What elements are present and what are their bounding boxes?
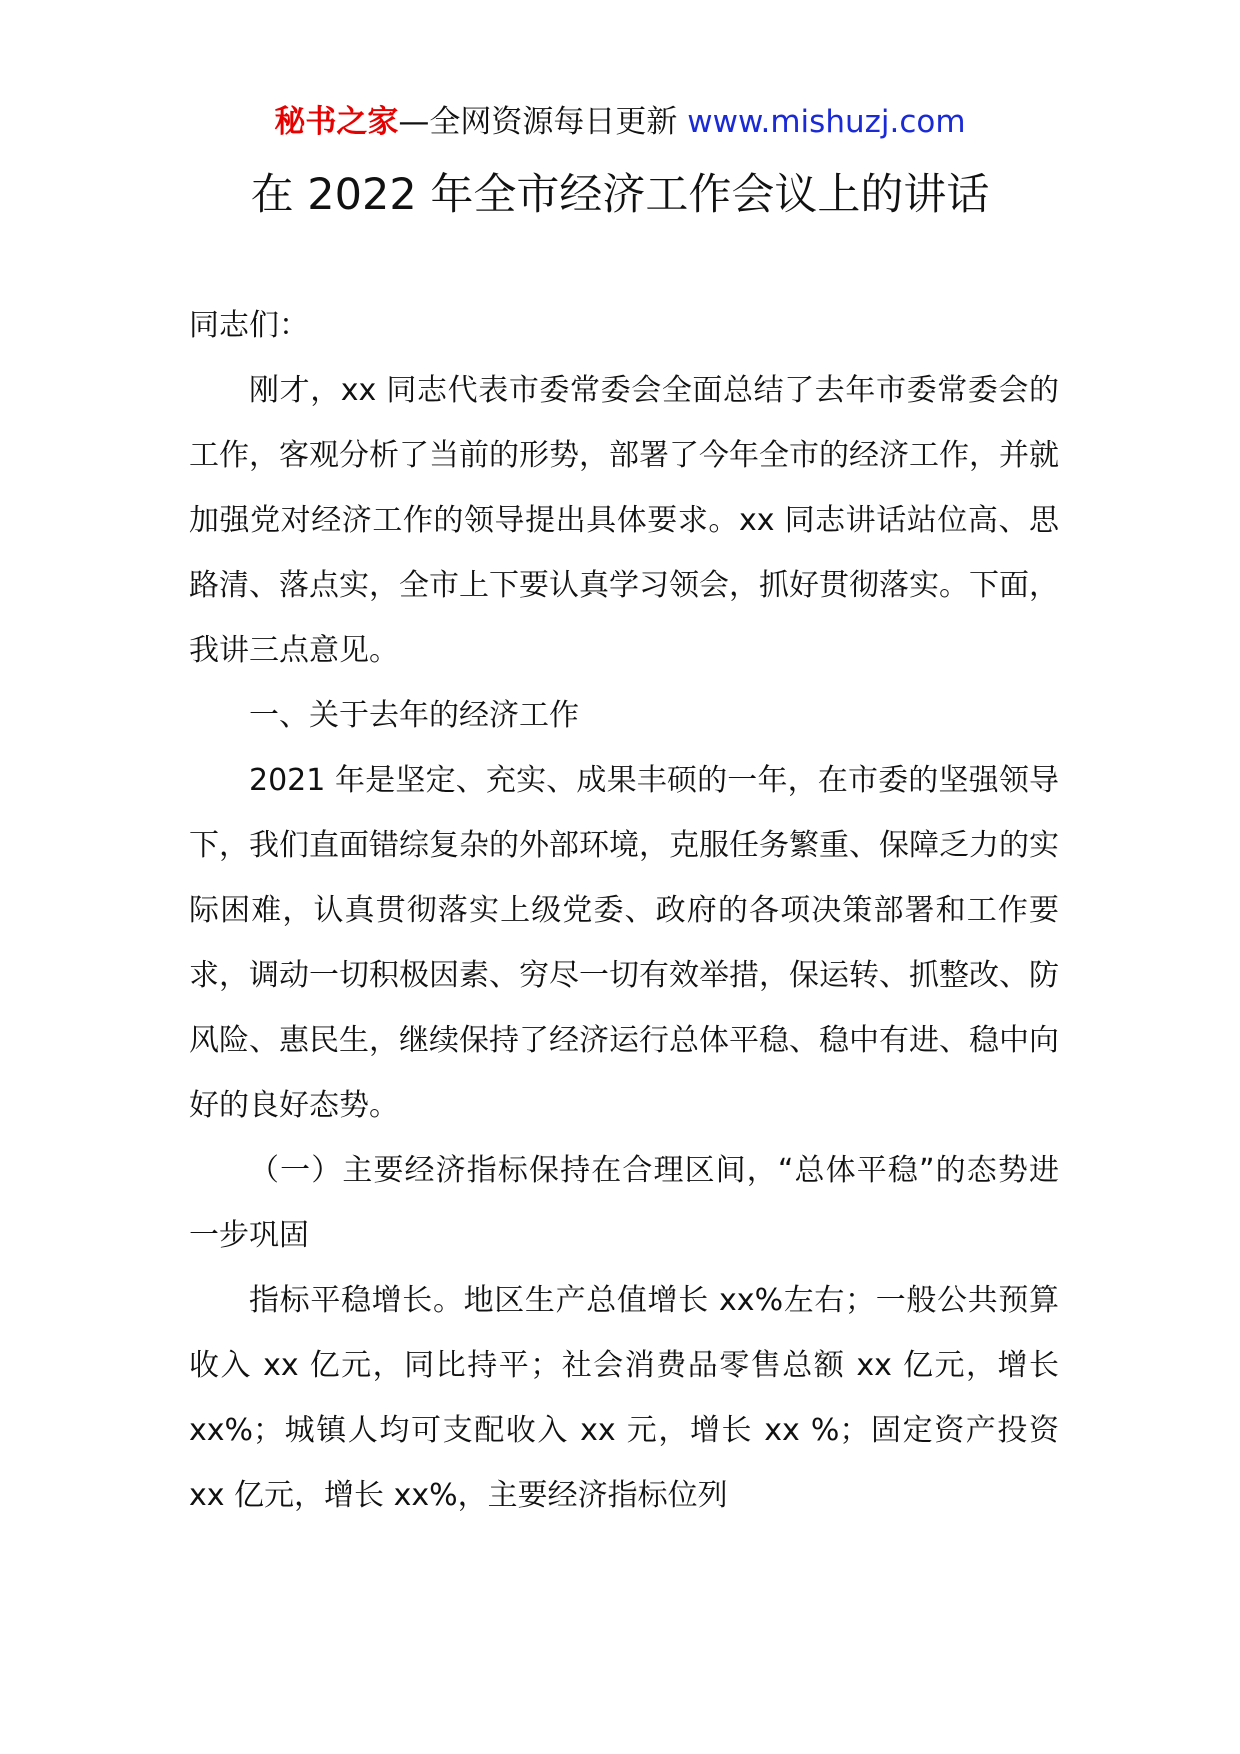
site-header	[0, 102, 1240, 142]
site-slogan: —全网资源每日更新	[398, 104, 678, 140]
paragraph-indicators: 指标平稳增长。地区生产总值增长 xx%左右；一般公共预算收入 xx 亿元，同比持平；社会消费品零售总额 xx 亿元，增长 xx%；城镇人均可支配收入 xx 元，增长 xx %；固定资产投资 xx 亿元，增长 xx%，主要经济指标位列	[189, 1283, 1059, 1513]
document-title: 在 2022 年全市经济工作会议上的讲话	[250, 170, 990, 220]
section-heading-1: 一、关于去年的经济工作	[249, 698, 579, 733]
salutation: 同志们：	[189, 308, 309, 343]
subsection-heading-1: （一）主要经济指标保持在合理区间，“总体平稳”的态势进一步巩固	[189, 1153, 1059, 1253]
paragraph-intro: 刚才，xx 同志代表市委常委会全面总结了去年市委常委会的工作，客观分析了当前的形势，部署了今年全市的经济工作，并就加强党对经济工作的领导提出具体要求。xx 同志讲话站位高、思路清、落点实，全市上下要认真学习领会，抓好贯彻落实。下面，我讲三点意见。	[189, 373, 1059, 668]
site-brand: 秘书之家	[274, 104, 399, 140]
document-body	[189, 293, 1059, 1528]
paragraph-2021-summary: 2021 年是坚定、充实、成果丰硕的一年，在市委的坚强领导下，我们直面错综复杂的外部环境，克服任务繁重、保障乏力的实际困难，认真贯彻落实上级党委、政府的各项决策部署和工作要求，调动一切积极因素、穷尽一切有效举措，保运转、抓整改、防风险、惠民生，继续保持了经济运行总体平稳、稳中有进、稳中向好的良好态势。	[189, 763, 1059, 1123]
site-url-link[interactable]: www.mishuzj.com	[687, 104, 966, 140]
